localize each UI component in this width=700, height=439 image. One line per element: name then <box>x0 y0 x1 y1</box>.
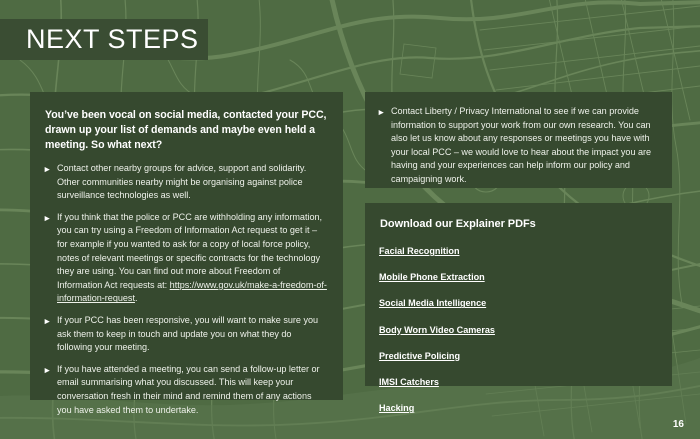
left-panel-lead-paragraph: You’ve been vocal on social media, contacted your PCC, drawn up your list of demands and maybe even held a meeting. So what next? <box>45 109 327 152</box>
pdf-link-mobile-phone-extraction[interactable]: Mobile Phone Extraction <box>379 272 485 283</box>
triangle-bullet-icon: ► <box>377 107 386 117</box>
list-item <box>379 346 658 364</box>
list-item <box>43 211 328 306</box>
page-title: NEXT STEPS <box>26 24 199 54</box>
list-item <box>43 314 328 355</box>
page-number: 16 <box>672 419 684 430</box>
explainer-pdfs-heading: Download our Explainer PDFs <box>380 218 536 230</box>
triangle-bullet-icon: ► <box>43 364 52 375</box>
bullet-text: Contact Liberty / Privacy International to see if we can provide information to support your work from our own research. You can also let us know about any responses or meetings you have with your local PCC – we would love to hear about the impact you are having and your experiences can help inform our policy and campaigning work. <box>391 106 652 184</box>
bullet-text-with-link <box>57 211 328 306</box>
slide-title-banner <box>0 19 208 60</box>
list-item <box>43 363 328 417</box>
pdf-link-imsi-catchers[interactable]: IMSI Catchers <box>379 376 439 387</box>
explainer-pdfs-panel <box>365 203 672 414</box>
bullet-text: Contact other nearby groups for advice, support and solidarity. Other communities nearby might be organising against police surveillance technologies as well. <box>57 163 307 201</box>
pdf-link-body-worn-video-cameras[interactable]: Body Worn Video Cameras <box>379 324 495 335</box>
list-item <box>379 372 658 390</box>
explainer-pdfs-list <box>379 241 658 416</box>
bullet-text-after-link: . <box>134 293 138 304</box>
pdf-link-hacking[interactable]: Hacking <box>379 403 415 414</box>
pdf-link-facial-recognition[interactable]: Facial Recognition <box>379 246 460 256</box>
list-item <box>379 320 658 338</box>
left-content-panel <box>30 92 343 415</box>
list-item <box>379 398 658 416</box>
foi-request-link[interactable]: https://www.gov.uk/make-a-freedom-of-information-request <box>57 279 327 304</box>
triangle-bullet-icon: ► <box>43 212 52 223</box>
list-item <box>379 293 658 311</box>
list-item <box>43 162 328 203</box>
pdf-link-predictive-policing[interactable]: Predictive Policing <box>379 350 460 361</box>
right-top-content-panel <box>365 92 672 188</box>
list-item <box>379 241 658 259</box>
pdf-link-social-media-intelligence[interactable]: Social Media Intelligence <box>379 298 487 309</box>
bullet-text-before-link: If you think that the police or PCC are withholding any information, you can try using a Freedom of Information Act request to get it – for example if you wanted to ask for a copy of local force policy, notes of relevant meetings or specific contracts for the technology they are using. You can find out more about Freedom of Information Act requests at: <box>57 211 323 290</box>
list-item <box>379 267 658 285</box>
bullet-text: If you have attended a meeting, you can send a follow-up letter or email summarising what you discussed. This will keep your conversation fresh in their mind and remind them of any actions you have asked them to undertake. <box>57 363 320 415</box>
bullet-text: If your PCC has been responsive, you will want to make sure you ask them to keep in touch and update you on what they do following your meeting. <box>57 315 319 353</box>
list-item <box>377 105 658 187</box>
triangle-bullet-icon: ► <box>43 164 52 175</box>
triangle-bullet-icon: ► <box>43 316 52 327</box>
